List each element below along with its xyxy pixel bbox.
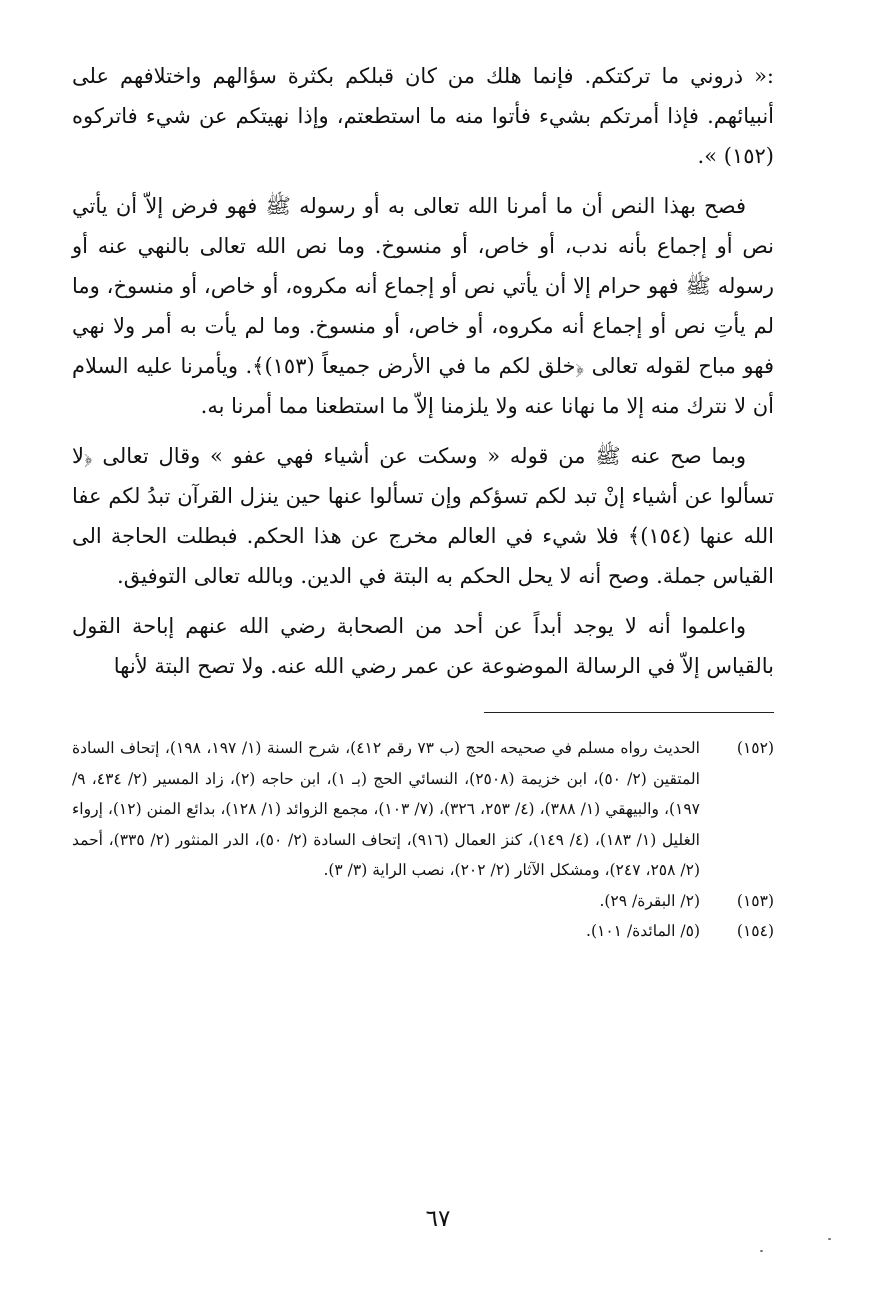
footnote-number: (١٥٢) <box>736 739 774 757</box>
paragraph-command-ruling: فصح بهذا النص أن ما أمرنا الله تعالى به أو رسوله ﷺ فهو فرض إلاّ أن يأتي نص أو إجماع بأنه ندب، أو خاص، أو منسوخ. وما نص الله تعالى بالنهي عنه أو رسوله ﷺ فهو حرام إلا أن يأتي نص أو إجماع أنه مكروه، أو خاص، أو منسوخ، وما لم يأتِ نص أو إجماع أنه مكروه، أو خاص، أو منسوخ. وما لم يأت به أمر ولا نهي فهو مباح لقوله تعالى ﴿خلق لكم ما في الأرض جميعاً (١٥٣)﴾. ويأمرنا عليه السلام أن لا نترك منه إلا ما نهانا عنه ولا يلزمنا إلاّ ما استطعنا مما أمرنا به. <box>72 194 774 418</box>
paragraph-companions: واعلموا أنه لا يوجد أبداً عن أحد من الصحابة رضي الله عنهم إباحة القول بالقياس إلاّ في الرسالة الموضوعة عن عمر رضي الله عنه. ولا تصح البتة لأنها <box>72 614 774 678</box>
paragraph-hadith-quote: :« ذروني ما تركتكم. فإنما هلك من كان قبلكم بكثرة سؤالهم واختلافهم على أنبيائهم. فإذا أمرتكم بشيء فأتوا منه ما استطعتم، وإذا نهيتكم عن شيء فاتركوه (١٥٢) ». <box>72 64 774 168</box>
footnote-divider <box>484 712 774 713</box>
main-text <box>72 56 774 686</box>
footnote-text: الحديث رواه مسلم في صحيحه الحج (ب ٧٣ رقم ٤١٢)، شرح السنة (١/ ١٩٧، ١٩٨)، إتحاف السادة المتقين (٢/ ٥٠)، ابن خزيمة (٢٥٠٨)، النسائي الحج (بـ ١)، ابن حاجه (٢)، زاد المسير (٢/ ٤٣٤، ٩/ ١٩٧)، والبيهقي (١/ ٣٨٨)، (٤/ ٢٥٣، ٣٢٦)، (٧/ ١٠٣)، مجمع الزوائد (١/ ١٢٨)، بدائع المنن (١٢)، إرواء الغليل (١/ ١٨٣)، (٤/ ١٤٩)، كنز العمال (٩١٦)، إتحاف السادة (٢/ ٥٠)، الدر المنثور (٢/ ٣٣٥)، أحمد (٢/ ٢٥٨، ٢٤٧)، ومشكل الآثار (٢/ ٢٠٢)، نصب الراية (٣/ ٣). <box>72 739 700 879</box>
scan-speck <box>828 1238 831 1240</box>
footnote-text: (٥/ المائدة/ ١٠١). <box>586 922 700 940</box>
scan-speck <box>760 1250 763 1252</box>
page-number: ٦٧ <box>425 1206 451 1232</box>
footnote-153 <box>72 886 774 917</box>
footnotes <box>72 733 774 947</box>
footnote-152 <box>72 733 774 886</box>
footnote-number: (١٥٣) <box>736 891 774 910</box>
book-page <box>72 56 774 947</box>
footnote-154 <box>72 916 774 947</box>
footnote-number: (١٥٤) <box>736 922 774 940</box>
paragraph-silence-ruling: وبما صح عنه ﷺ من قوله « وسكت عن أشياء فهي عفو » وقال تعالى ﴿لا تسألوا عن أشياء إنْ تبد لكم تسؤكم وإن تسألوا عنها حين ينزل القرآن تبدُ لكم عفا الله عنها (١٥٤)﴾ فلا شيء في العالم مخرج عن هذا الحكم. فبطلت الحاجة الى القياس جملة. وصح أنه لا يحل الحكم به البتة في الدين. وبالله تعالى التوفيق. <box>72 444 774 588</box>
footnote-text: (٢/ البقرة/ ٢٩). <box>599 891 700 910</box>
